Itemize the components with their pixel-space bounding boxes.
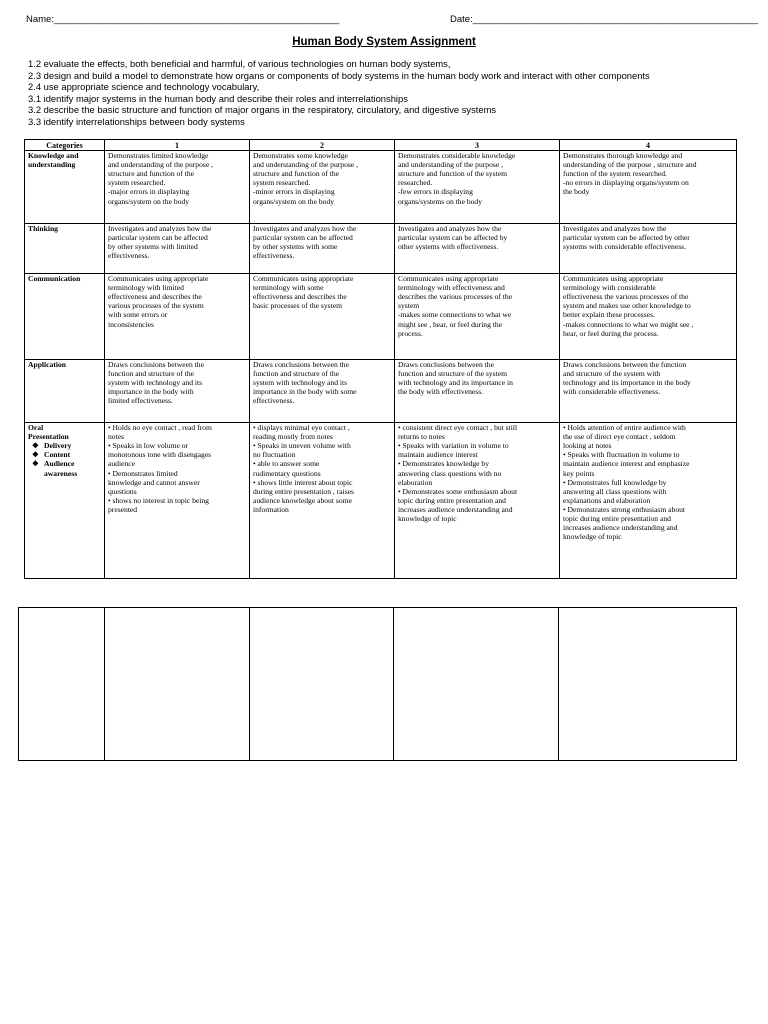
descriptor-line: • able to answer some — [253, 459, 320, 469]
subcategory-text: Content — [44, 450, 71, 460]
blank-grid — [18, 607, 737, 761]
descriptor-line: system and makes use other knowledge to — [563, 301, 691, 311]
descriptor-line: • Holds no eye contact , read from — [108, 423, 212, 433]
descriptor-line: with some errors or — [108, 310, 168, 320]
objective-item: 1.2 evaluate the effects, both beneficial and harmful, of various technologies on human body systems, — [28, 58, 451, 69]
descriptor-line: topic during entire presentation and — [563, 514, 671, 524]
descriptor-line: Demonstrates limited knowledge — [108, 151, 209, 161]
category-label: Presentation — [28, 432, 69, 442]
descriptor-line: particular system can be affected — [253, 233, 353, 243]
descriptor-line: limited effectiveness. — [108, 396, 173, 406]
descriptor-line: function of the system researched. — [563, 169, 667, 179]
descriptor-line: the body — [563, 187, 590, 197]
blank-cell[interactable] — [394, 608, 559, 761]
descriptor-line: process. — [398, 328, 423, 338]
header-level-1: 1 — [105, 140, 250, 151]
descriptor-line: terminology with some — [253, 283, 324, 293]
descriptor-line: particular system can be affected — [108, 233, 208, 243]
descriptor-line: topic during entire presentation and — [398, 495, 506, 505]
descriptor-line: presented — [108, 504, 138, 514]
descriptor-line: function and structure of the system — [398, 369, 508, 379]
descriptor-line: with considerable effectiveness. — [563, 387, 661, 397]
descriptor-line: -minor errors in displaying — [253, 187, 335, 197]
bullet-diamond-icon: ❖ — [32, 459, 39, 469]
descriptor-line: • Speaks in low volume or — [108, 441, 189, 451]
descriptor-line: • Speaks in uneven volume with — [253, 441, 351, 451]
rubric-descriptor-cell — [105, 360, 250, 423]
descriptor-line: effectiveness and describes the — [108, 292, 202, 302]
descriptor-line: system with technology and its — [108, 378, 203, 388]
descriptor-line: audience — [108, 459, 135, 469]
blank-row — [19, 608, 737, 761]
descriptor-line: terminology with considerable — [563, 283, 656, 293]
category-label: understanding — [28, 160, 76, 170]
descriptor-line: -few errors in displaying — [398, 187, 473, 197]
subcategory-label — [28, 469, 101, 478]
rubric-descriptor-cell — [250, 360, 395, 423]
descriptor-line: system researched. — [108, 178, 166, 188]
descriptor-line: various processes of the system — [108, 301, 204, 311]
descriptor-line: elaboration — [398, 477, 433, 487]
descriptor-line: systems with considerable effectiveness. — [563, 242, 687, 252]
objective-item: 2.4 use appropriate science and technology vocabulary, — [28, 81, 260, 93]
descriptor-line: Communicates using appropriate — [563, 274, 664, 284]
category-label: Communication — [28, 274, 81, 284]
descriptor-line: understanding of the purpose , structure and — [563, 160, 697, 170]
descriptor-line: • Demonstrates strong enthusiasm about — [563, 504, 686, 514]
descriptor-line: Demonstrates considerable knowledge — [398, 151, 516, 161]
descriptor-line: describes the various processes of the — [398, 292, 513, 302]
descriptor-line: and understanding of the purpose , — [398, 160, 504, 170]
rubric-descriptor-cell — [250, 151, 395, 224]
header-level-3: 3 — [395, 140, 560, 151]
rubric-descriptor-cell — [560, 151, 737, 224]
descriptor-line: increases audience understanding and — [563, 523, 678, 533]
objective-item: 3.1 identify major systems in the human body and describe their roles and interrelationships — [28, 92, 408, 104]
rubric-descriptor-cell — [395, 423, 560, 579]
descriptor-line: Investigates and analyzes how the — [563, 224, 667, 234]
descriptor-line: structure and function of the system — [398, 169, 508, 179]
rubric-descriptor-cell — [105, 423, 250, 579]
rubric-category-cell — [25, 360, 105, 423]
descriptor-line: might see , hear, or feel during the — [398, 319, 503, 329]
descriptor-line: Investigates and analyzes how the — [253, 224, 357, 234]
descriptor-line: and structure of the system with — [563, 369, 661, 379]
descriptor-line: technology and its importance in the body — [563, 378, 691, 388]
subcategory-text: awareness — [44, 468, 78, 478]
descriptor-line: system with technology and its — [253, 378, 348, 388]
rubric-descriptor-cell — [560, 423, 737, 579]
descriptor-line: Draws conclusions between the — [398, 360, 494, 370]
rubric-descriptor-cell — [560, 224, 737, 274]
descriptor-line: effectiveness. — [108, 251, 150, 261]
descriptor-line: no fluctuation — [253, 450, 296, 460]
descriptor-line: looking at notes — [563, 441, 612, 451]
descriptor-line: the body with effectiveness. — [398, 387, 484, 397]
header-level-2: 2 — [250, 140, 395, 151]
blank-cell[interactable] — [19, 608, 105, 761]
descriptor-line: • Speaks with fluctuation in volume to — [563, 450, 680, 460]
descriptor-line: Draws conclusions between the function — [563, 360, 687, 370]
objective-item: 3.2 describe the basic structure and function of major organs in the respiratory, circulatory, and digestive systems — [28, 104, 497, 116]
category-label: Thinking — [28, 224, 58, 234]
descriptor-line: • Speaks with variation in volume to — [398, 441, 509, 451]
descriptor-line: structure and function of the — [108, 169, 195, 179]
rubric-category-cell — [25, 423, 105, 579]
descriptor-line: effectiveness. — [253, 396, 295, 406]
descriptor-line: and understanding of the purpose , — [108, 160, 214, 170]
header-categories: Categories — [25, 140, 105, 151]
descriptor-line: other systems with effectiveness. — [398, 242, 499, 252]
rubric-row — [25, 224, 737, 274]
descriptor-line: function and structure of the — [253, 369, 340, 379]
descriptor-line: during entire presentation , raises — [253, 486, 355, 496]
category-label: Knowledge and — [28, 151, 79, 161]
descriptor-line: function and structure of the — [108, 369, 195, 379]
bullet-diamond-icon: ❖ — [32, 450, 39, 460]
descriptor-line: increases audience understanding and — [398, 504, 513, 514]
subcategory-label — [28, 441, 101, 450]
descriptor-line: audience knowledge about some — [253, 495, 352, 505]
objectives-list — [28, 58, 758, 128]
rubric-category-cell — [25, 151, 105, 224]
rubric-descriptor-cell — [250, 423, 395, 579]
rubric-descriptor-cell — [105, 151, 250, 224]
blank-cell[interactable] — [105, 608, 250, 761]
descriptor-line: importance in the body with some — [253, 387, 357, 397]
rubric-row — [25, 274, 737, 360]
rubric-descriptor-cell — [395, 274, 560, 360]
descriptor-line: • Holds attention of entire audience with — [563, 423, 686, 433]
descriptor-line: • Demonstrates limited — [108, 468, 178, 478]
subcategory-label — [28, 450, 101, 459]
descriptor-line: -makes connections to what we might see , — [563, 319, 694, 329]
descriptor-line: system researched. — [253, 178, 311, 188]
descriptor-line: knowledge and cannot answer — [108, 477, 200, 487]
rubric-descriptor-cell — [560, 360, 737, 423]
objective-item: 3.3 identify interrelationships between body systems — [28, 115, 245, 127]
descriptor-line: by other systems with limited — [108, 242, 198, 252]
descriptor-line: and understanding of the purpose , — [253, 160, 359, 170]
rubric-table — [24, 139, 737, 579]
rubric-descriptor-cell — [250, 224, 395, 274]
descriptor-line: the use of direct eye contact , seldom — [563, 432, 676, 442]
rubric-descriptor-cell — [250, 274, 395, 360]
descriptor-line: effectiveness. — [253, 251, 295, 261]
descriptor-line: by other systems with some — [253, 242, 338, 252]
descriptor-line: organs/system on the body — [108, 196, 190, 206]
subcategory-text: Delivery — [44, 441, 72, 451]
descriptor-line: Communicates using appropriate — [108, 274, 209, 284]
subcategory-text: Audience — [44, 459, 75, 469]
descriptor-line: • displays minimal eye contact , — [253, 423, 350, 433]
descriptor-line: knowledge of topic — [398, 514, 457, 524]
descriptor-line: Communicates using appropriate — [253, 274, 354, 284]
descriptor-line: Draws conclusions between the — [108, 360, 204, 370]
descriptor-line: monotonous tone with disengages — [108, 450, 212, 460]
descriptor-line: with technology and its importance in — [398, 378, 513, 388]
descriptor-line: Investigates and analyzes how the — [398, 224, 502, 234]
descriptor-line: • Demonstrates some enthusiasm about — [398, 486, 518, 496]
rubric-category-cell — [25, 274, 105, 360]
rubric-descriptor-cell — [105, 224, 250, 274]
rubric-row — [25, 151, 737, 224]
rubric-descriptor-cell — [395, 360, 560, 423]
rubric-descriptor-cell — [395, 224, 560, 274]
page-title: Human Body System Assignment — [292, 36, 476, 48]
descriptor-line: answering class questions with no — [398, 468, 502, 478]
descriptor-line: knowledge of topic — [563, 532, 622, 542]
descriptor-line: importance in the body with — [108, 387, 194, 397]
rubric-descriptor-cell — [395, 151, 560, 224]
rubric-descriptor-cell — [560, 274, 737, 360]
descriptor-line: structure and function of the — [253, 169, 340, 179]
descriptor-line: maintain audience interest — [398, 450, 478, 460]
descriptor-line: explanations and elaboration — [563, 495, 651, 505]
descriptor-line: system — [398, 301, 420, 311]
descriptor-line: key points — [563, 468, 595, 478]
header-row — [26, 14, 759, 28]
descriptor-line: terminology with limited — [108, 283, 184, 293]
rubric-header-row — [25, 140, 737, 151]
objective-item: 2.3 design and build a model to demonstrate how organs or components of body systems in the human body work and interact with other components — [28, 69, 650, 81]
descriptor-line: returns to notes — [398, 432, 445, 442]
descriptor-line: better explain these processes. — [563, 310, 655, 320]
rubric-category-cell — [25, 224, 105, 274]
descriptor-line: • shows no interest in topic being — [108, 495, 209, 505]
descriptor-line: Demonstrates some knowledge — [253, 151, 348, 161]
descriptor-line: rudimentary questions — [253, 468, 321, 478]
descriptor-line: maintain audience interest and emphasize — [563, 459, 690, 469]
category-label: Application — [28, 360, 66, 370]
descriptor-line: -major errors in displaying — [108, 187, 190, 197]
descriptor-line: Investigates and analyzes how the — [108, 224, 212, 234]
bullet-diamond-icon: ❖ — [32, 441, 39, 451]
descriptor-line: questions — [108, 486, 137, 496]
subcategory-label — [28, 459, 101, 468]
descriptor-line: organs/systems on the body — [398, 196, 483, 206]
descriptor-line: • shows little interest about topic — [253, 477, 353, 487]
descriptor-line: • Demonstrates full knowledge by — [563, 477, 667, 487]
descriptor-line: effectiveness the various processes of the — [563, 292, 689, 302]
descriptor-line: • consistent direct eye contact , but still — [398, 423, 518, 433]
header-level-4: 4 — [560, 140, 737, 151]
descriptor-line: effectiveness and describes the — [253, 292, 347, 302]
descriptor-line: answering all class questions with — [563, 486, 667, 496]
date-field[interactable]: Date:______________________________________________________ — [450, 14, 759, 25]
descriptor-line: particular system can be affected by — [398, 233, 508, 243]
rubric-row — [25, 360, 737, 423]
name-field[interactable]: Name:______________________________________________________ — [26, 14, 340, 25]
descriptor-line: Communicates using appropriate — [398, 274, 499, 284]
descriptor-line: Demonstrates thorough knowledge and — [563, 151, 683, 161]
descriptor-line: -makes some connections to what we — [398, 310, 512, 320]
descriptor-line: terminology with effectiveness and — [398, 283, 505, 293]
descriptor-line: -no errors in displaying organs/system on — [563, 178, 689, 188]
rubric-row — [25, 423, 737, 579]
descriptor-line: Draws conclusions between the — [253, 360, 349, 370]
descriptor-line: researched. — [398, 178, 433, 188]
rubric-descriptor-cell — [105, 274, 250, 360]
descriptor-line: particular system can be affected by other — [563, 233, 690, 243]
blank-cell[interactable] — [250, 608, 394, 761]
descriptor-line: organs/system on the body — [253, 196, 335, 206]
category-label: Oral — [28, 423, 44, 433]
descriptor-line: • Demonstrates knowledge by — [398, 459, 490, 469]
descriptor-line: inconsistencies — [108, 319, 154, 329]
descriptor-line: basic processes of the system — [253, 301, 342, 311]
descriptor-line: hear, or feel during the process. — [563, 328, 659, 338]
blank-cell[interactable] — [559, 608, 737, 761]
descriptor-line: notes — [108, 432, 125, 442]
descriptor-line: reading mostly from notes — [253, 432, 333, 442]
descriptor-line: information — [253, 504, 289, 514]
